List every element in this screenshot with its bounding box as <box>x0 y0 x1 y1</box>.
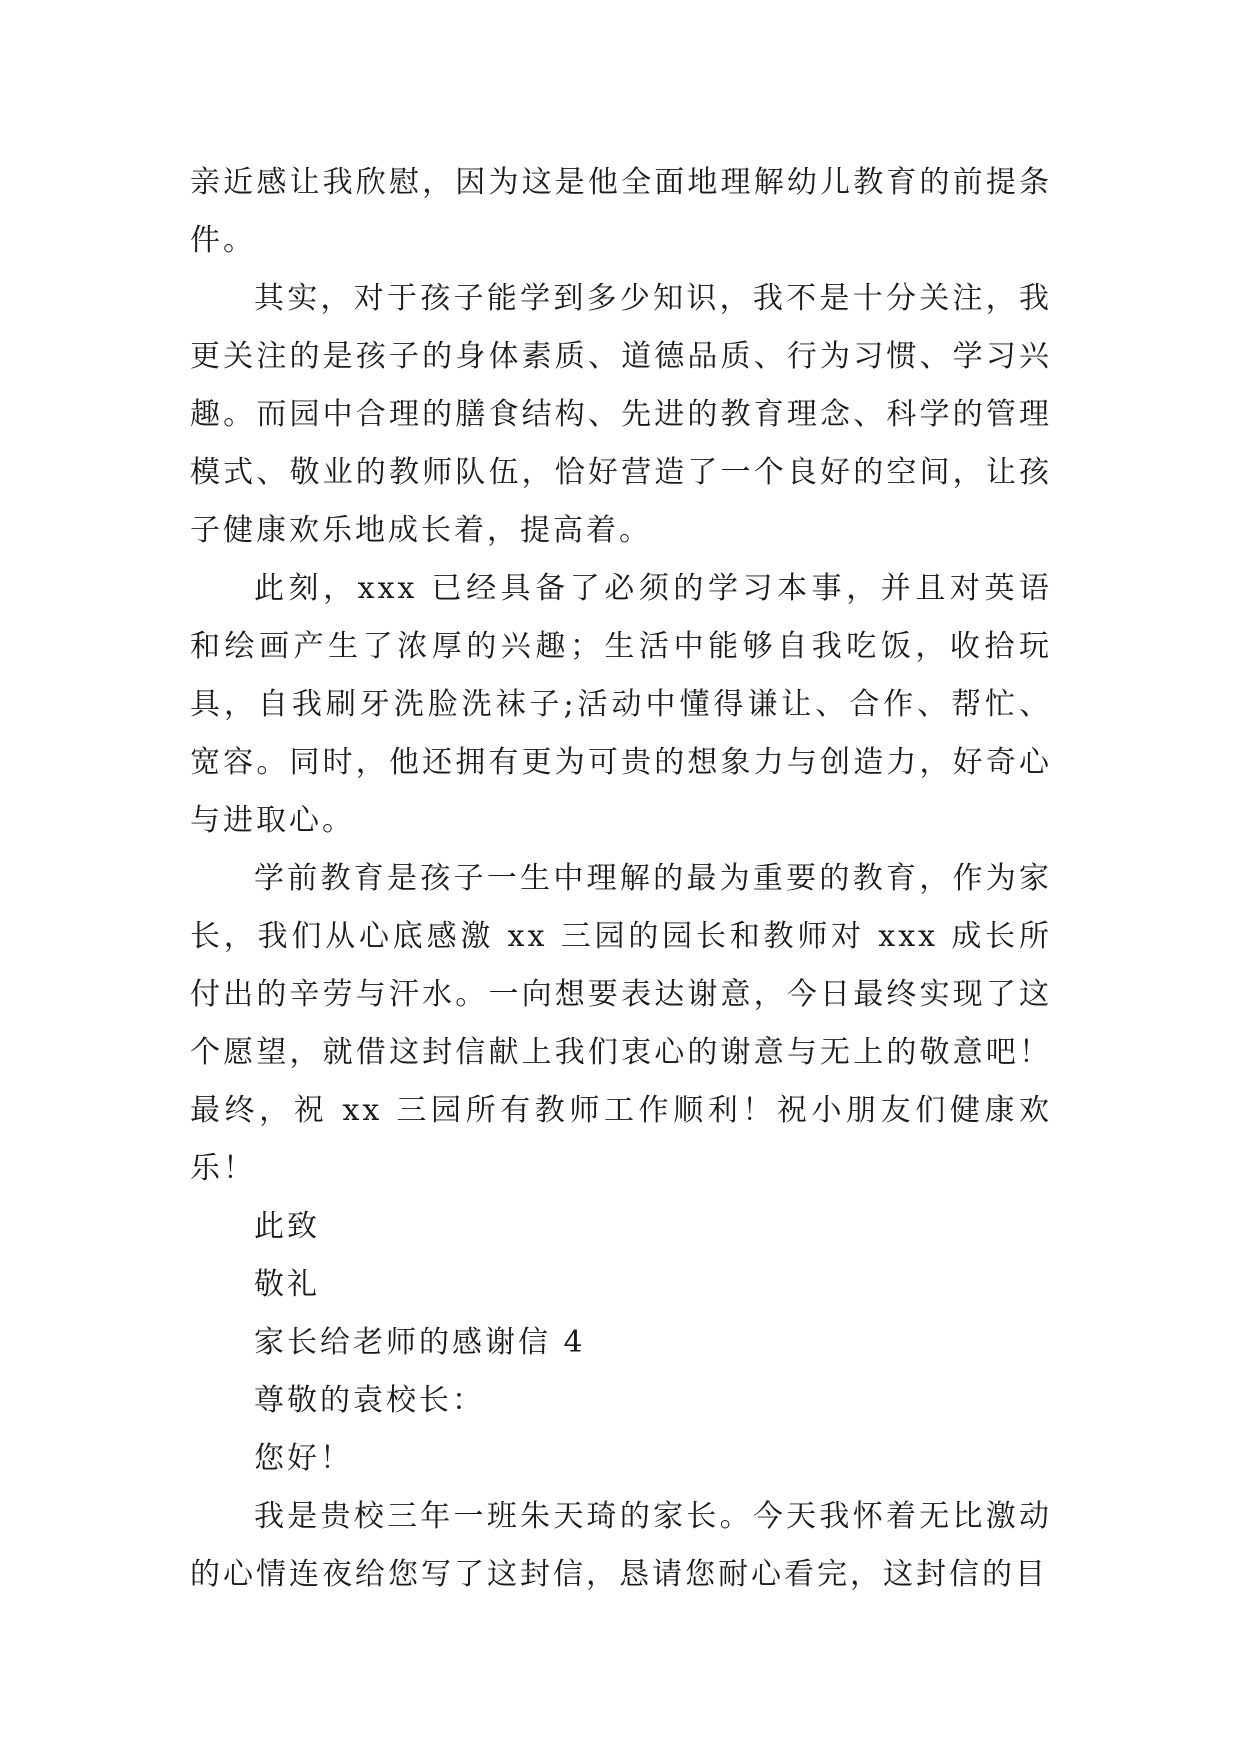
paragraph-abilities: 此刻，xxx 已经具备了必须的学习本事，并且对英语和绘画产生了浓厚的兴趣；生活中能够自我吃饭，收拾玩具，自我刷牙洗脸洗袜子;活动中懂得谦让、合作、帮忙、宽容。同时，他还拥有更为可贵的想象力与创造力，好奇心与进取心。 <box>190 571 1052 838</box>
paragraph-continuation: 亲近感让我欣慰，因为这是他全面地理解幼儿教育的前提条件。 <box>190 165 1052 258</box>
closing-line-2: 敬礼 <box>254 1267 320 1302</box>
letter-title: 家长给老师的感谢信 4 <box>254 1325 586 1360</box>
paragraph-focus: 其实，对于孩子能学到多少知识，我不是十分关注，我更关注的是孩子的身体素质、道德品质、行为习惯、学习兴趣。而园中合理的膳食结构、先进的教育理念、科学的管理模式、敬业的教师队伍，恰好营造了一个良好的空间，让孩子健康欢乐地成长着，提高着。 <box>190 281 1052 548</box>
paragraph-gratitude: 学前教育是孩子一生中理解的最为重要的教育，作为家长，我们从心底感激 xx 三园的园长和教师对 xxx 成长所付出的辛劳与汗水。一向想要表达谢意，今日最终实现了这个愿望，就借这封信献上我们衷心的谢意与无上的敬意吧！最终，祝 xx 三园所有教师工作顺利！祝小朋友们健康欢乐！ <box>190 861 1052 1186</box>
letter-greeting: 您好！ <box>254 1441 353 1476</box>
letter-body-paragraph: 我是贵校三年一班朱天琦的家长。今天我怀着无比激动的心情连夜给您写了这封信，恳请您耐心看完，这封信的目 <box>190 1499 1052 1592</box>
document-body <box>190 154 1052 1604</box>
letter-salutation: 尊敬的袁校长： <box>254 1383 485 1418</box>
closing-line-1: 此致 <box>254 1209 320 1244</box>
